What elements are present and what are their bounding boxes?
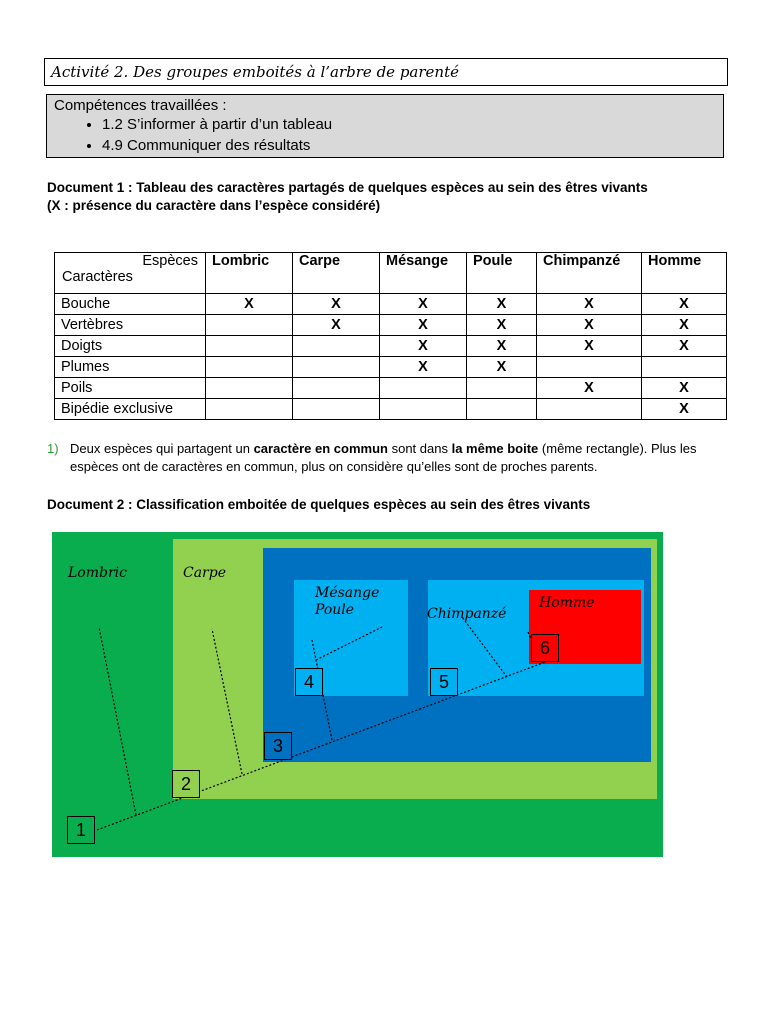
presence-cell: X: [467, 357, 537, 378]
skill-item: • 1.2 S’informer à partir d’un tableau: [102, 114, 716, 135]
character-label: Plumes: [55, 357, 206, 378]
species-header: Homme: [642, 253, 727, 294]
character-label: Vertèbres: [55, 315, 206, 336]
presence-cell: X: [293, 315, 380, 336]
presence-cell: [642, 357, 727, 378]
table-row: [55, 294, 727, 315]
presence-cell: X: [642, 399, 727, 420]
table-row: [55, 357, 727, 378]
presence-cell: [467, 399, 537, 420]
node-2: 2: [172, 770, 200, 798]
label-mesange: Mésange: [315, 585, 380, 601]
presence-cell: X: [206, 294, 293, 315]
corner-characters-label: Caractères: [62, 269, 133, 285]
corner-species-label: Espèces: [142, 253, 198, 269]
presence-cell: [293, 378, 380, 399]
characters-table: [54, 252, 727, 420]
presence-cell: [206, 357, 293, 378]
node-3: 3: [264, 732, 292, 760]
note-number: 1): [47, 441, 59, 456]
node-6: 6: [531, 634, 559, 662]
note-paragraph: [47, 440, 737, 476]
table-row: [55, 399, 727, 420]
note-bold-text: la même boite: [451, 441, 539, 456]
table-header-row: [55, 253, 727, 294]
lombric-branch: [99, 627, 136, 815]
document-1-title: Document 1 : Tableau des caractères partagés de quelques espèces au sein des êtres vivants: [47, 180, 648, 195]
presence-cell: [293, 357, 380, 378]
note-bold-text: caractère en commun: [253, 441, 388, 456]
presence-cell: [380, 378, 467, 399]
presence-cell: X: [537, 315, 642, 336]
document-1-legend: (X : présence du caractère dans l’espèce considéré): [47, 198, 381, 213]
node-4: 4: [295, 668, 323, 696]
presence-cell: X: [467, 315, 537, 336]
presence-cell: [467, 378, 537, 399]
presence-cell: X: [380, 336, 467, 357]
table-row: [55, 378, 727, 399]
nested-classification-diagram: [52, 532, 663, 857]
activity-title: Activité 2. Des groupes emboités à l’arbre de parenté: [44, 58, 728, 86]
character-label: Bouche: [55, 294, 206, 315]
presence-cell: [380, 399, 467, 420]
note-text-part: Deux espèces qui partagent un: [70, 441, 254, 456]
document-2-heading: Document 2 : Classification emboitée de quelques espèces au sein des êtres vivants: [47, 497, 591, 512]
label-homme: Homme: [539, 595, 595, 611]
skill-item: • 4.9 Communiquer des résultats: [102, 135, 716, 156]
presence-cell: X: [467, 336, 537, 357]
tree-trunk-line: [97, 658, 556, 830]
presence-cell: [293, 336, 380, 357]
table-row: [55, 315, 727, 336]
presence-cell: [206, 399, 293, 420]
species-header: Lombric: [206, 253, 293, 294]
table-row: [55, 336, 727, 357]
character-label: Bipédie exclusive: [55, 399, 206, 420]
carpe-branch: [212, 629, 242, 774]
presence-cell: X: [642, 336, 727, 357]
presence-cell: X: [642, 315, 727, 336]
presence-cell: X: [537, 378, 642, 399]
phylogenetic-tree: [52, 532, 663, 857]
presence-cell: [206, 378, 293, 399]
presence-cell: X: [642, 378, 727, 399]
presence-cell: [537, 399, 642, 420]
document-1-heading: [47, 179, 737, 215]
node-1: 1: [67, 816, 95, 844]
presence-cell: X: [380, 294, 467, 315]
presence-cell: [537, 357, 642, 378]
presence-cell: [206, 315, 293, 336]
presence-cell: X: [537, 336, 642, 357]
skills-list: [54, 114, 716, 156]
species-header: Chimpanzé: [537, 253, 642, 294]
species-header: Poule: [467, 253, 537, 294]
presence-cell: [206, 336, 293, 357]
label-carpe: Carpe: [183, 565, 226, 581]
label-chimpanze: Chimpanzé: [427, 606, 507, 622]
chimpanze-branch: [462, 617, 507, 677]
character-label: Poils: [55, 378, 206, 399]
species-header: Carpe: [293, 253, 380, 294]
node-5: 5: [430, 668, 458, 696]
character-label: Doigts: [55, 336, 206, 357]
skills-box: [46, 94, 724, 158]
presence-cell: X: [467, 294, 537, 315]
skills-heading: Compétences travaillées :: [54, 97, 227, 114]
species-header: Mésange: [380, 253, 467, 294]
presence-cell: X: [380, 357, 467, 378]
note-text: [70, 440, 737, 476]
presence-cell: [293, 399, 380, 420]
note-text-part: sont dans: [387, 441, 452, 456]
presence-cell: X: [380, 315, 467, 336]
presence-cell: X: [293, 294, 380, 315]
presence-cell: X: [537, 294, 642, 315]
label-lombric: Lombric: [68, 565, 127, 581]
label-poule: Poule: [315, 602, 355, 618]
corner-cell: [55, 253, 206, 294]
presence-cell: X: [642, 294, 727, 315]
note-text-part: (même rectangle). Plus les espèces ont de caractères en commun, plus on considère qu’elles sont de proches parents.: [70, 441, 697, 474]
mesange-poule-branch: [316, 627, 382, 660]
